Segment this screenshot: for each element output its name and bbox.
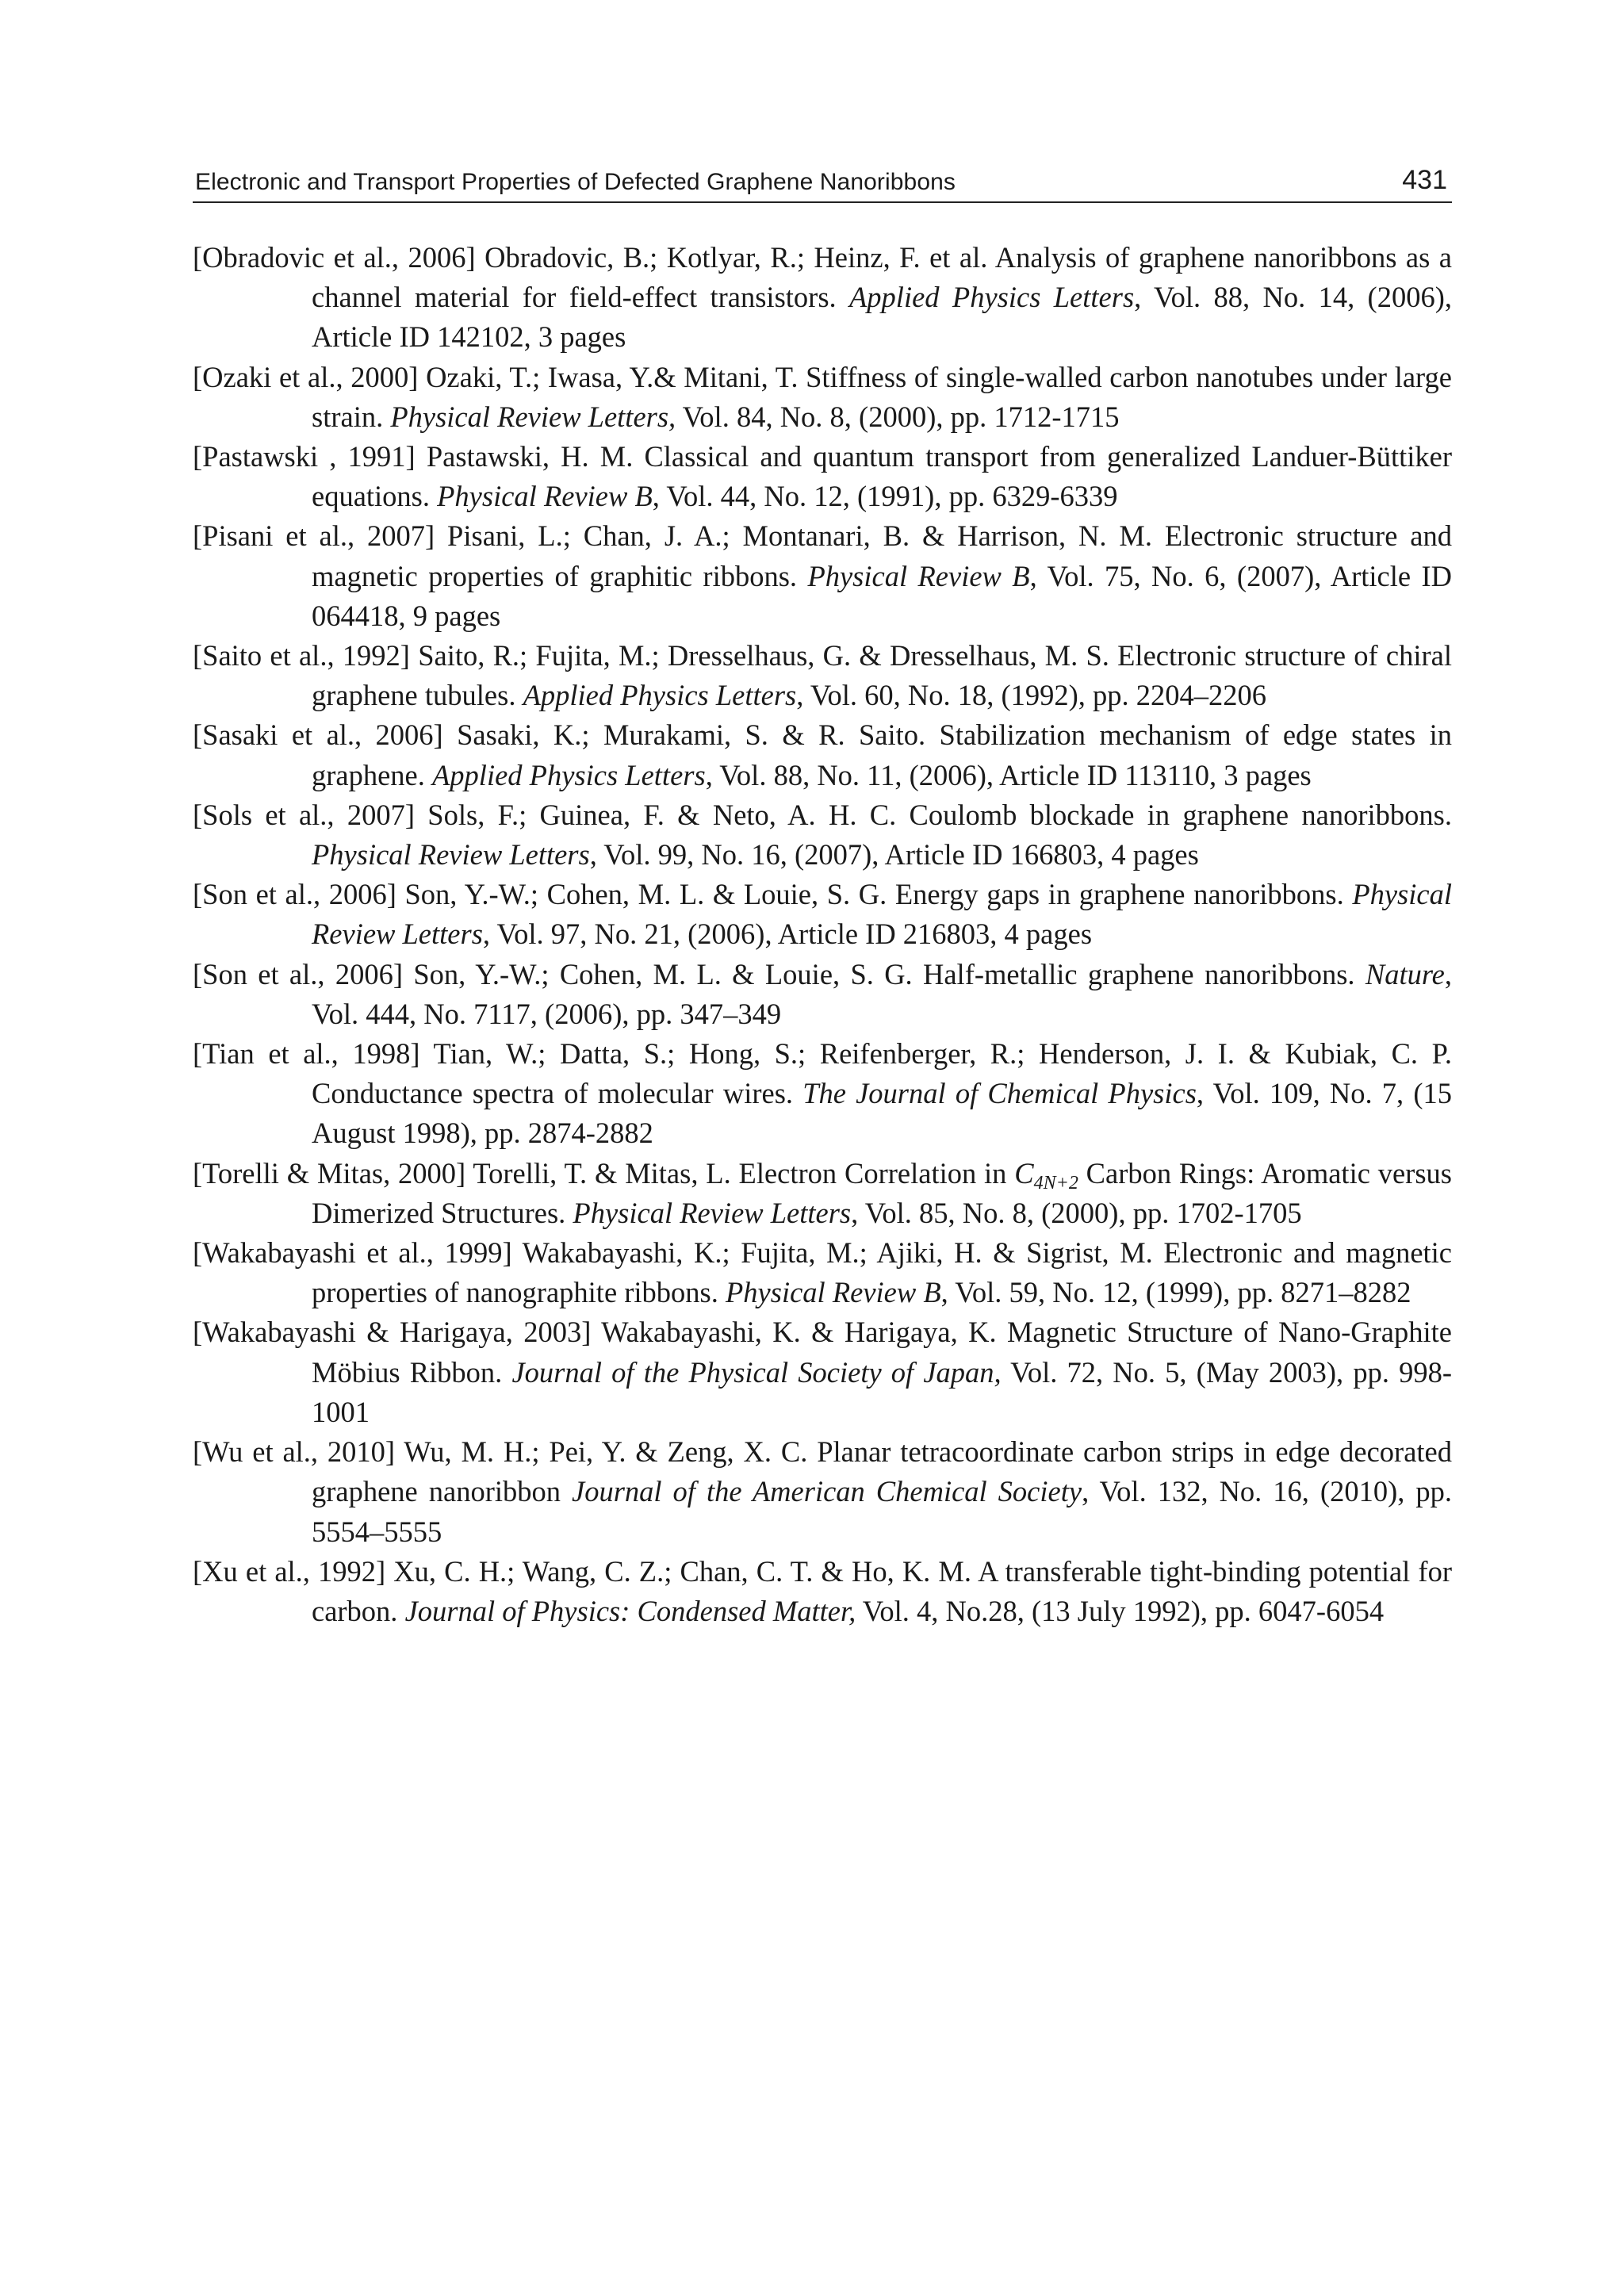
journal-name: Physical Review B: [726, 1276, 941, 1309]
reference-entry: [Tian et al., 1998] Tian, W.; Datta, S.; Hong, S.; Reifenberger, R.; Henderson, J. I. & Kubiak, C. P. Conductance spectra of molecular wires. The Journal of Chemical Physics, Vol. 109, No. 7, (15 August 1998), pp. 2874-2882: [193, 1037, 1452, 1150]
reference-key: [Sasaki et al., 2006]: [193, 718, 443, 752]
journal-name: Applied Physics Letters: [523, 679, 797, 712]
reference-key: [Wu et al., 2010]: [193, 1435, 396, 1469]
reference-key: [Saito et al., 1992]: [193, 639, 410, 672]
reference-entry: [Son et al., 2006] Son, Y.-W.; Cohen, M. L. & Louie, S. G. Half-metallic graphene nanoribbons. Nature, Vol. 444, No. 7117, (2006), pp. 347–349: [193, 957, 1453, 1030]
journal-name: Physical Review Letters: [312, 878, 1452, 951]
reference-entry: [Son et al., 2006] Son, Y.-W.; Cohen, M. L. & Louie, S. G. Energy gaps in graphene nanoribbons. Physical Review Letters, Vol. 97, No. 21, (2006), Article ID 216803, 4 pages: [193, 878, 1452, 951]
reference-entry: [Sols et al., 2007] Sols, F.; Guinea, F. & Neto, A. H. C. Coulomb blockade in graphene nanoribbons. Physical Review Letters, Vol. 99, No. 16, (2007), Article ID 166803, 4 pages: [193, 798, 1452, 872]
reference-entry: [Wakabayashi & Harigaya, 2003] Wakabayashi, K. & Harigaya, K. Magnetic Structure of Nano-Graphite Möbius Ribbon. Journal of the Physical Society of Japan, Vol. 72, No. 5, (May 2003), pp. 998-1001: [193, 1316, 1452, 1428]
journal-name: The Journal of Chemical Physics: [802, 1077, 1197, 1110]
reference-key: [Pisani et al., 2007]: [193, 519, 435, 553]
reference-key: [Torelli & Mitas, 2000]: [193, 1156, 466, 1190]
journal-name: Physical Review Letters: [312, 838, 590, 872]
journal-name: Physical Review Letters,: [390, 400, 676, 433]
reference-key: [Pastawski , 1991]: [193, 440, 416, 473]
reference-key: [Xu et al., 1992]: [193, 1554, 386, 1588]
reference-entry: [Sasaki et al., 2006] Sasaki, K.; Murakami, S. & R. Saito. Stabilization mechanism of edge states in graphene. Applied Physics Letters, Vol. 88, No. 11, (2006), Article ID 113110, 3 pages: [193, 718, 1452, 791]
reference-key: [Sols et al., 2007]: [193, 798, 416, 831]
reference-entry: [Torelli & Mitas, 2000] Torelli, T. & Mitas, L. Electron Correlation in $C_{4N+2}$ Carbon Rings: Aromatic versus Dimerized Structures. Physical Review Letters, Vol. 85, No. 8, (2000), pp. 1702-1705: [193, 1156, 1452, 1229]
reference-key: [Wakabayashi et al., 1999]: [193, 1236, 512, 1270]
reference-entry: [Pisani et al., 2007] Pisani, L.; Chan, J. A.; Montanari, B. & Harrison, N. M. Electronic structure and magnetic properties of graphitic ribbons. Physical Review B, Vol. 75, No. 6, (2007), Article ID 064418, 9 pages: [193, 519, 1452, 632]
reference-entry: [Wu et al., 2010] Wu, M. H.; Pei, Y. & Zeng, X. C. Planar tetracoordinate carbon strips in edge decorated graphene nanoribbon Journal of the American Chemical Society, Vol. 132, No. 16, (2010), pp. 5554–5555: [193, 1435, 1453, 1548]
reference-entry: [Ozaki et al., 2000] Ozaki, T.; Iwasa, Y.& Mitani, T. Stiffness of single-walled carbon nanotubes under large strain. Physical Review Letters, Vol. 84, No. 8, (2000), pp. 1712-1715: [193, 360, 1452, 433]
journal-name: Journal of the Physical Society of Japan,: [511, 1355, 1002, 1389]
chemical-formula: $C_{4N+2}$: [1014, 1156, 1078, 1193]
reference-key: [Wakabayashi & Harigaya, 2003]: [193, 1316, 592, 1349]
journal-name: Applied Physics Letters: [849, 281, 1135, 314]
page-header: [193, 163, 1452, 203]
reference-entry: [Obradovic et al., 2006] Obradovic, B.; Kotlyar, R.; Heinz, F. et al. Analysis of graphene nanoribbons as a channel material for field-effect transistors. Applied Physics Letters, Vol. 88, No. 14, (2006), Article ID 142102, 3 pages: [193, 241, 1452, 354]
reference-entry: [Wakabayashi et al., 1999] Wakabayashi, K.; Fujita, M.; Ajiki, H. & Sigrist, M. Electronic and magnetic properties of nanographite ribbons. Physical Review B, Vol. 59, No. 12, (1999), pp. 8271–8282: [193, 1236, 1452, 1309]
journal-name: Applied Physics Letters: [432, 758, 706, 791]
formula-subscript: 4N+2: [1033, 1172, 1078, 1193]
journal-name: Physical Review Letters: [573, 1196, 852, 1229]
journal-name: Journal of the American Chemical Society: [572, 1475, 1082, 1508]
reference-entry: [Pastawski , 1991] Pastawski, H. M. Classical and quantum transport from generalized Landuer-Büttiker equations. Physical Review B, Vol. 44, No. 12, (1991), pp. 6329-6339: [193, 440, 1453, 513]
reference-entry: [Saito et al., 1992] Saito, R.; Fujita, M.; Dresselhaus, G. & Dresselhaus, M. S. Electronic structure of chiral graphene tubules. Applied Physics Letters, Vol. 60, No. 18, (1992), pp. 2204–2206: [193, 639, 1452, 712]
reference-key: [Ozaki et al., 2000]: [193, 360, 419, 393]
reference-key: [Tian et al., 1998]: [193, 1037, 420, 1071]
page-number: 431: [1402, 165, 1447, 195]
reference-key: [Son et al., 2006]: [193, 957, 403, 990]
reference-key: [Obradovic et al., 2006]: [193, 241, 476, 274]
journal-name: Nature: [1365, 957, 1445, 990]
reference-list: [193, 238, 1452, 1631]
reference-entry: [Xu et al., 1992] Xu, C. H.; Wang, C. Z.; Chan, C. T. & Ho, K. M. A transferable tight-binding potential for carbon. Journal of Physics: Condensed Matter, Vol. 4, No.28, (13 July 1992), pp. 6047-6054: [193, 1554, 1452, 1627]
running-title: Electronic and Transport Properties of Defected Graphene Nanoribbons: [195, 169, 956, 195]
journal-name: Journal of Physics: Condensed Matter,: [404, 1594, 856, 1627]
reference-key: [Son et al., 2006]: [193, 878, 396, 911]
journal-name: Physical Review B: [437, 480, 653, 513]
journal-name: Physical Review B: [807, 559, 1030, 592]
